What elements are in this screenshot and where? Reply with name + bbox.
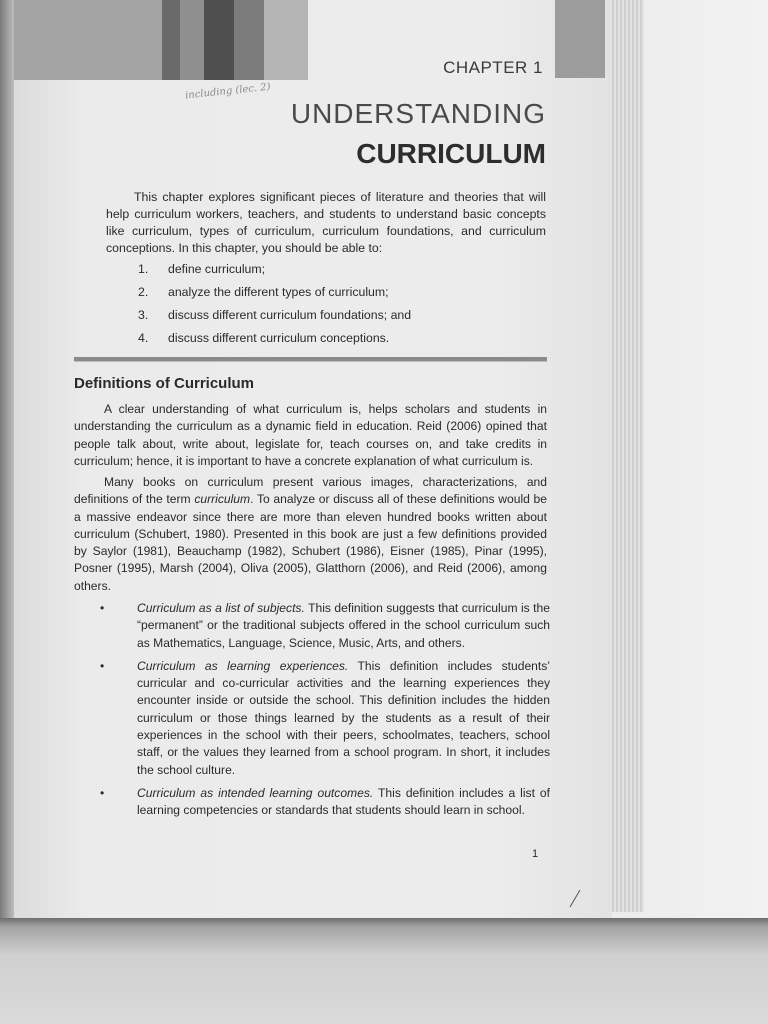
desk-shadow (0, 918, 768, 1024)
objective-item (138, 331, 538, 354)
definition-item (100, 600, 550, 652)
objective-text: analyze the different types of curriculum; (168, 285, 389, 299)
objective-item (138, 308, 538, 331)
header-stripe (264, 0, 308, 80)
definition-term: Curriculum as learning experiences. (137, 658, 349, 673)
objective-text: discuss different curriculum foundations; and (168, 308, 412, 322)
header-band-right (555, 0, 605, 78)
definition-text: This definition includes a list of learning competencies or standards that students should learn in school. (137, 785, 550, 818)
page-number: 1 (532, 848, 539, 860)
page-edges (612, 0, 644, 912)
pen-mark (568, 888, 582, 908)
header-stripe (162, 0, 180, 80)
header-band-left (14, 0, 162, 80)
definition-body (137, 785, 550, 820)
body-paragraph-1: A clear understanding of what curriculum is, helps scholars and students in understanding the curriculum as a dynamic field in education. Reid (2006) opined that people talk about, write about, legislate for, teach courses on, and take credits in curriculum; hence, it is important to have a concrete explanation of what curriculum is. (74, 402, 547, 468)
definition-body (137, 658, 550, 779)
chapter-title-line-2: CURRICULUM (356, 138, 546, 169)
objective-text: define curriculum; (168, 262, 266, 276)
objective-number: 4. (138, 331, 149, 345)
objective-text: discuss different curriculum conceptions. (168, 331, 390, 345)
paragraph-term: curriculum (194, 492, 251, 507)
body-paragraph-2 (74, 474, 547, 595)
definition-term: Curriculum as a list of subjects. (137, 601, 305, 615)
definition-item (100, 658, 550, 779)
chapter-intro: This chapter explores significant pieces of literature and theories that will help curriculum workers, teachers, and students to understand basic concepts like curriculum, types of curriculum, curriculum foundations, and curriculum conceptions. In this chapter, you should be able to: (106, 190, 546, 255)
objective-item (138, 285, 538, 308)
header-stripe (180, 0, 204, 80)
section-divider (74, 357, 547, 362)
paragraph-text: Many books on curriculum present various images, characterizations, and definitions of the term (74, 475, 547, 507)
bullet-marker: • (100, 785, 105, 800)
paragraph-text: . To analyze or discuss all of these definitions would be a massive endeavor since there are more than eleven hundred books written about curriculum (Schubert, 1980). Presented in this book are just a few definitions provided by Saylor (1981), Beauchamp (1982), Schubert (1986), Eisner (1985), Pinar (1995), Posner (1995), Marsh (2004), Oliva (2005), Glatthorn (2006), and Reid (2006), among others. (74, 492, 548, 593)
learning-objectives (138, 262, 538, 354)
definition-text: This definition includes students’ curricular and co-curricular activities and the learning experiences they encounter inside or outside the school. This definition includes the hidden curriculum or those things learned by the students as a result of their experiences in the school with their peers, schoolmates, teachers, school staff, or the values they learned from a school program. In short, it includes the school culture. (137, 658, 550, 777)
definition-term: Curriculum as intended learning outcomes. (137, 785, 374, 800)
chapter-title-line-1: UNDERSTANDING (290, 98, 546, 129)
book-spine-shadow (0, 0, 14, 925)
header-stripe (234, 0, 264, 80)
header-stripe (204, 0, 234, 80)
definition-item (100, 785, 550, 820)
definition-text: This definition suggests that curriculum is the “permanent” or the traditional subjects offered in the school curriculum such as Mathematics, Language, Science, Music, Arts, and others. (137, 601, 550, 650)
objective-number: 1. (138, 262, 149, 276)
chapter-label: CHAPTER 1 (443, 58, 543, 77)
definition-body (137, 600, 550, 652)
objective-number: 3. (138, 308, 149, 322)
handwritten-note: including (lec. 2) (184, 81, 272, 102)
section-heading: Definitions of Curriculum (74, 375, 254, 392)
bullet-marker: • (100, 601, 105, 615)
objective-item (138, 262, 538, 285)
objective-number: 2. (138, 285, 149, 299)
bullet-marker: • (100, 658, 105, 673)
definition-list (100, 600, 550, 826)
